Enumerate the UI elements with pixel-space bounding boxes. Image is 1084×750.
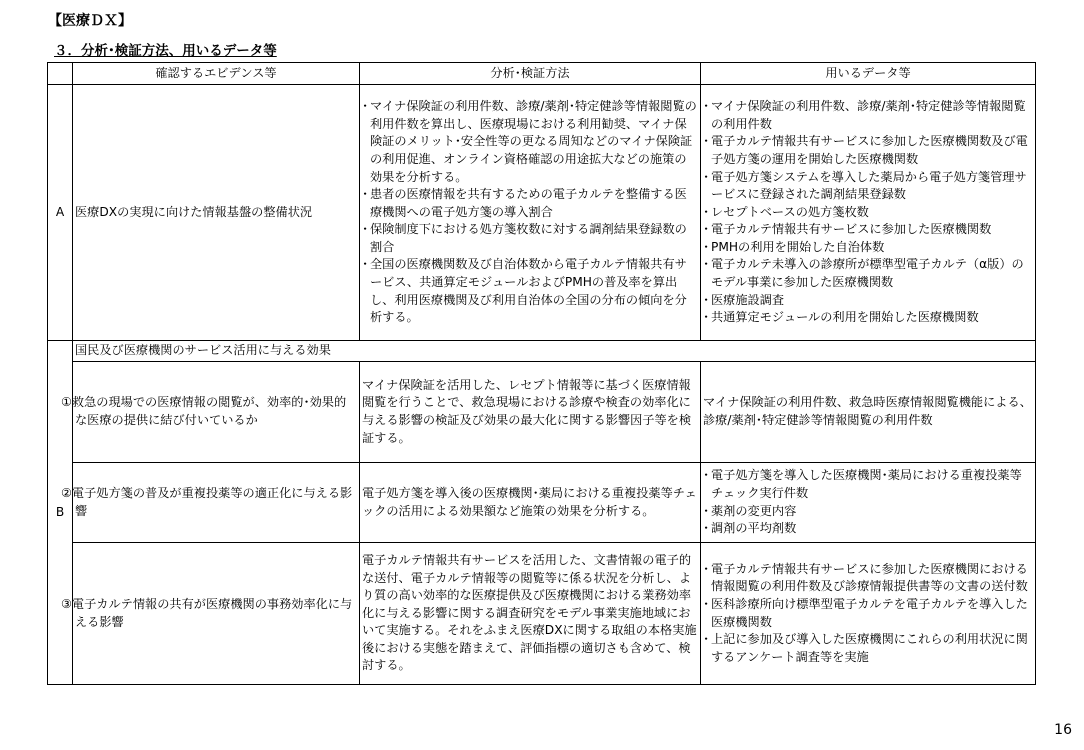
list-item: ・ PMHの利用を開始した自治体数 — [703, 239, 1033, 257]
row-b1-evidence: ①救急の現場での医療情報の閲覧が、効率的･効果的な医療の提供に結び付いているか — [73, 362, 360, 463]
list-item: ・ 電子カルテ未導入の診療所が標準型電子カルテ（α版）のモデル事業に参加した医療機関数 — [703, 256, 1033, 291]
column-header-evidence: 確認するエビデンス等 — [73, 63, 360, 85]
list-item: ・ 医療施設調査 — [703, 292, 1033, 310]
list-item: ・ 電子カルテ情報共有サービスに参加した医療機関数及び電子処方箋の運用を開始した医療機関数 — [703, 133, 1033, 168]
row-mark-b: B — [48, 341, 73, 685]
section-label: 【医療ＤＸ】 — [48, 13, 132, 29]
row-b2-data-list — [703, 467, 1033, 537]
row-a-method — [360, 85, 701, 341]
row-b2-method: 電子処方箋を導入後の医療機関･薬局における重複投薬等チェックの活用による効果額など施策の効果を分析する。 — [360, 463, 701, 543]
list-item: ・ 医科診療所向け標準型電子カルテを電子カルテを導入した医療機関数 — [703, 596, 1033, 631]
row-b3-evidence: ③電子カルテ情報の共有が医療機関の事務効率化に与える影響 — [73, 543, 360, 685]
table-row-b2 — [48, 463, 1036, 543]
list-item: ・ 電子処方箋を導入した医療機関･薬局における重複投薬等チェック実行件数 — [703, 467, 1033, 502]
column-header-data: 用いるデータ等 — [701, 63, 1036, 85]
list-item: ・ 電子カルテ情報共有サービスに参加した医療機関における情報閲覧の利用件数及び診療情報提供書等の文書の送付数 — [703, 561, 1033, 596]
row-b1-method: マイナ保険証を活用した、レセプト情報等に基づく医療情報閲覧を行うことで、救急現場における診療や検査の効率化に与える影響の検証及び効果の最大化に関する影響因子等を検証する。 — [360, 362, 701, 463]
row-a-data-list — [703, 98, 1033, 327]
page-number: 16 — [1054, 722, 1072, 738]
list-item: ・ 保険制度下における処方箋枚数に対する調剤結果登録数の割合 — [362, 221, 698, 256]
list-item: ・ 電子カルテ情報共有サービスに参加した医療機関数 — [703, 221, 1033, 239]
list-item: ・ レセプトベースの処方箋枚数 — [703, 204, 1033, 222]
row-a-evidence: 医療DXの実現に向けた情報基盤の整備状況 — [73, 85, 360, 341]
row-b3-data-list — [703, 561, 1033, 667]
list-item: ・ マイナ保険証の利用件数、診療/薬剤･特定健診等情報閲覧の利用件数 — [703, 98, 1033, 133]
table-row-a — [48, 85, 1036, 341]
row-b1-data: マイナ保険証の利用件数、救急時医療情報閲覧機能による、診療/薬剤･特定健診等情報閲覧の利用件数 — [701, 362, 1036, 463]
row-a-method-list — [362, 98, 698, 327]
list-item: ・ マイナ保険証の利用件数、診療/薬剤･特定健診等情報閲覧の利用件数を算出し、医療現場における利用勧奨、マイナ保険証のメリット･安全性等の更なる周知などのマイナ保険証の利用促進、オンライン資格確認の用途拡大などの施策の効果を分析する。 — [362, 98, 698, 186]
table-row-b-section — [48, 341, 1036, 362]
list-item: ・ 上記に参加及び導入した医療機関にこれらの利用状況に関するアンケート調査等を実施 — [703, 631, 1033, 666]
list-item: ・ 調剤の平均剤数 — [703, 520, 1033, 538]
list-item: ・ 患者の医療情報を共有するための電子カルテを整備する医療機関への電子処方箋の導入割合 — [362, 186, 698, 221]
list-item: ・ 全国の医療機関数及び自治体数から電子カルテ情報共有サービス、共通算定モジュールおよびPMHの普及率を算出し、利用医療機関及び利用自治体の全国の分布の傾向を分析する。 — [362, 256, 698, 326]
row-b2-data — [701, 463, 1036, 543]
row-b2-evidence: ②電子処方箋の普及が重複投薬等の適正化に与える影響 — [73, 463, 360, 543]
table-header-row — [48, 63, 1036, 85]
header-blank-cell — [48, 63, 73, 85]
list-item: ・ 共通算定モジュールの利用を開始した医療機関数 — [703, 309, 1033, 327]
table-row-b3 — [48, 543, 1036, 685]
row-a-data — [701, 85, 1036, 341]
row-b-section-title: 国民及び医療機関のサービス活用に与える効果 — [73, 341, 1036, 362]
table-row-b1 — [48, 362, 1036, 463]
row-b3-method: 電子カルテ情報共有サービスを活用した、文書情報の電子的な送付、電子カルテ情報等の閲覧等に係る状況を分析し、より質の高い効率的な医療提供及び医療機関における業務効率化に与える影響に関する調査研究をモデル事業実施地域において実施する。それをふまえ医療DXに関する取組の本格実施後における実態を踏まえて、評価指標の適切さも含めて、検討する。 — [360, 543, 701, 685]
row-b3-data — [701, 543, 1036, 685]
column-header-method: 分析･検証方法 — [360, 63, 701, 85]
row-mark-a: A — [48, 85, 73, 341]
list-item: ・ 薬剤の変更内容 — [703, 503, 1033, 521]
page-subtitle: ３．分析･検証方法、用いるデータ等 — [54, 43, 277, 59]
list-item: ・ 電子処方箋システムを導入した薬局から電子処方箋管理サービスに登録された調剤結果登録数 — [703, 169, 1033, 204]
evidence-table — [47, 62, 1036, 685]
